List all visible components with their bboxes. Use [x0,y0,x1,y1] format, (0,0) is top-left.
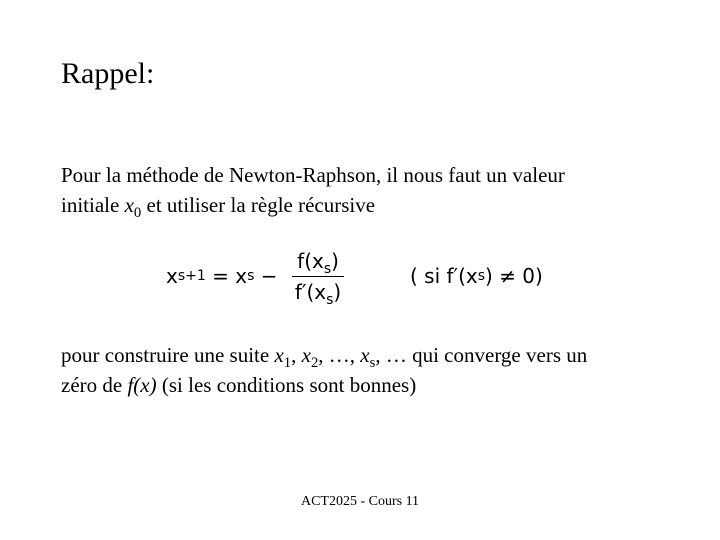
intro-line-2-end: et utiliser la règle récursive [141,193,376,217]
x1-variable: x [274,343,284,367]
slide-title: Rappel: [61,57,155,90]
fraction-numerator [294,249,342,276]
slide-footer: ACT2025 - Cours 11 [300,494,420,509]
sequence-line-1-end: , … qui converge vers un [375,343,588,367]
intro-paragraph [61,160,701,220]
numerator-text: f(x [297,248,324,273]
rhs-variable: x [235,264,248,288]
recursive-equation: x s+1 = x s − $\frac{f(x_s)}{f'(x_s)}$ [166,243,344,309]
xs-subscript: s [369,355,376,372]
numerator-close: ) [331,248,339,273]
intro-line-2-start: initiale [61,193,125,217]
equals-sign: = [205,264,236,288]
condition-close: ) ≠ 0) [485,264,543,288]
separator-2: , …, [318,343,361,367]
numerator-subscript: s [323,260,332,277]
newton-raphson-formula [166,243,596,309]
function-fx: f(x) [127,373,157,397]
sequence-paragraph [61,340,701,400]
denominator-text: f′(x [294,279,327,304]
denominator-close: ) [333,279,342,304]
condition-derivative: f′(x [446,264,478,288]
derivative-condition: ( si f′(x s ) ≠ 0) [410,264,543,288]
x2-variable: x [301,343,311,367]
fraction [292,248,344,308]
fraction-denominator [292,276,344,308]
minus-sign: − [254,264,284,288]
x0-variable: x [124,193,134,217]
separator-1: , [291,343,302,367]
sequence-line-2-end: (si les conditions sont bonnes) [156,373,417,397]
intro-line-1: Pour la méthode de Newton-Raphson, il nous faut un valeur [61,163,565,187]
x1-subscript: 1 [283,355,292,372]
condition-open: ( si [410,264,447,288]
sequence-line-1-start: pour construire une suite [61,343,275,367]
xs-variable: x [360,343,370,367]
sequence-line-2-start: zéro de [61,373,128,397]
lhs-variable: x [166,264,178,288]
denominator-subscript: s [326,291,334,308]
x0-subscript: 0 [133,205,142,222]
x2-subscript: 2 [310,355,319,372]
